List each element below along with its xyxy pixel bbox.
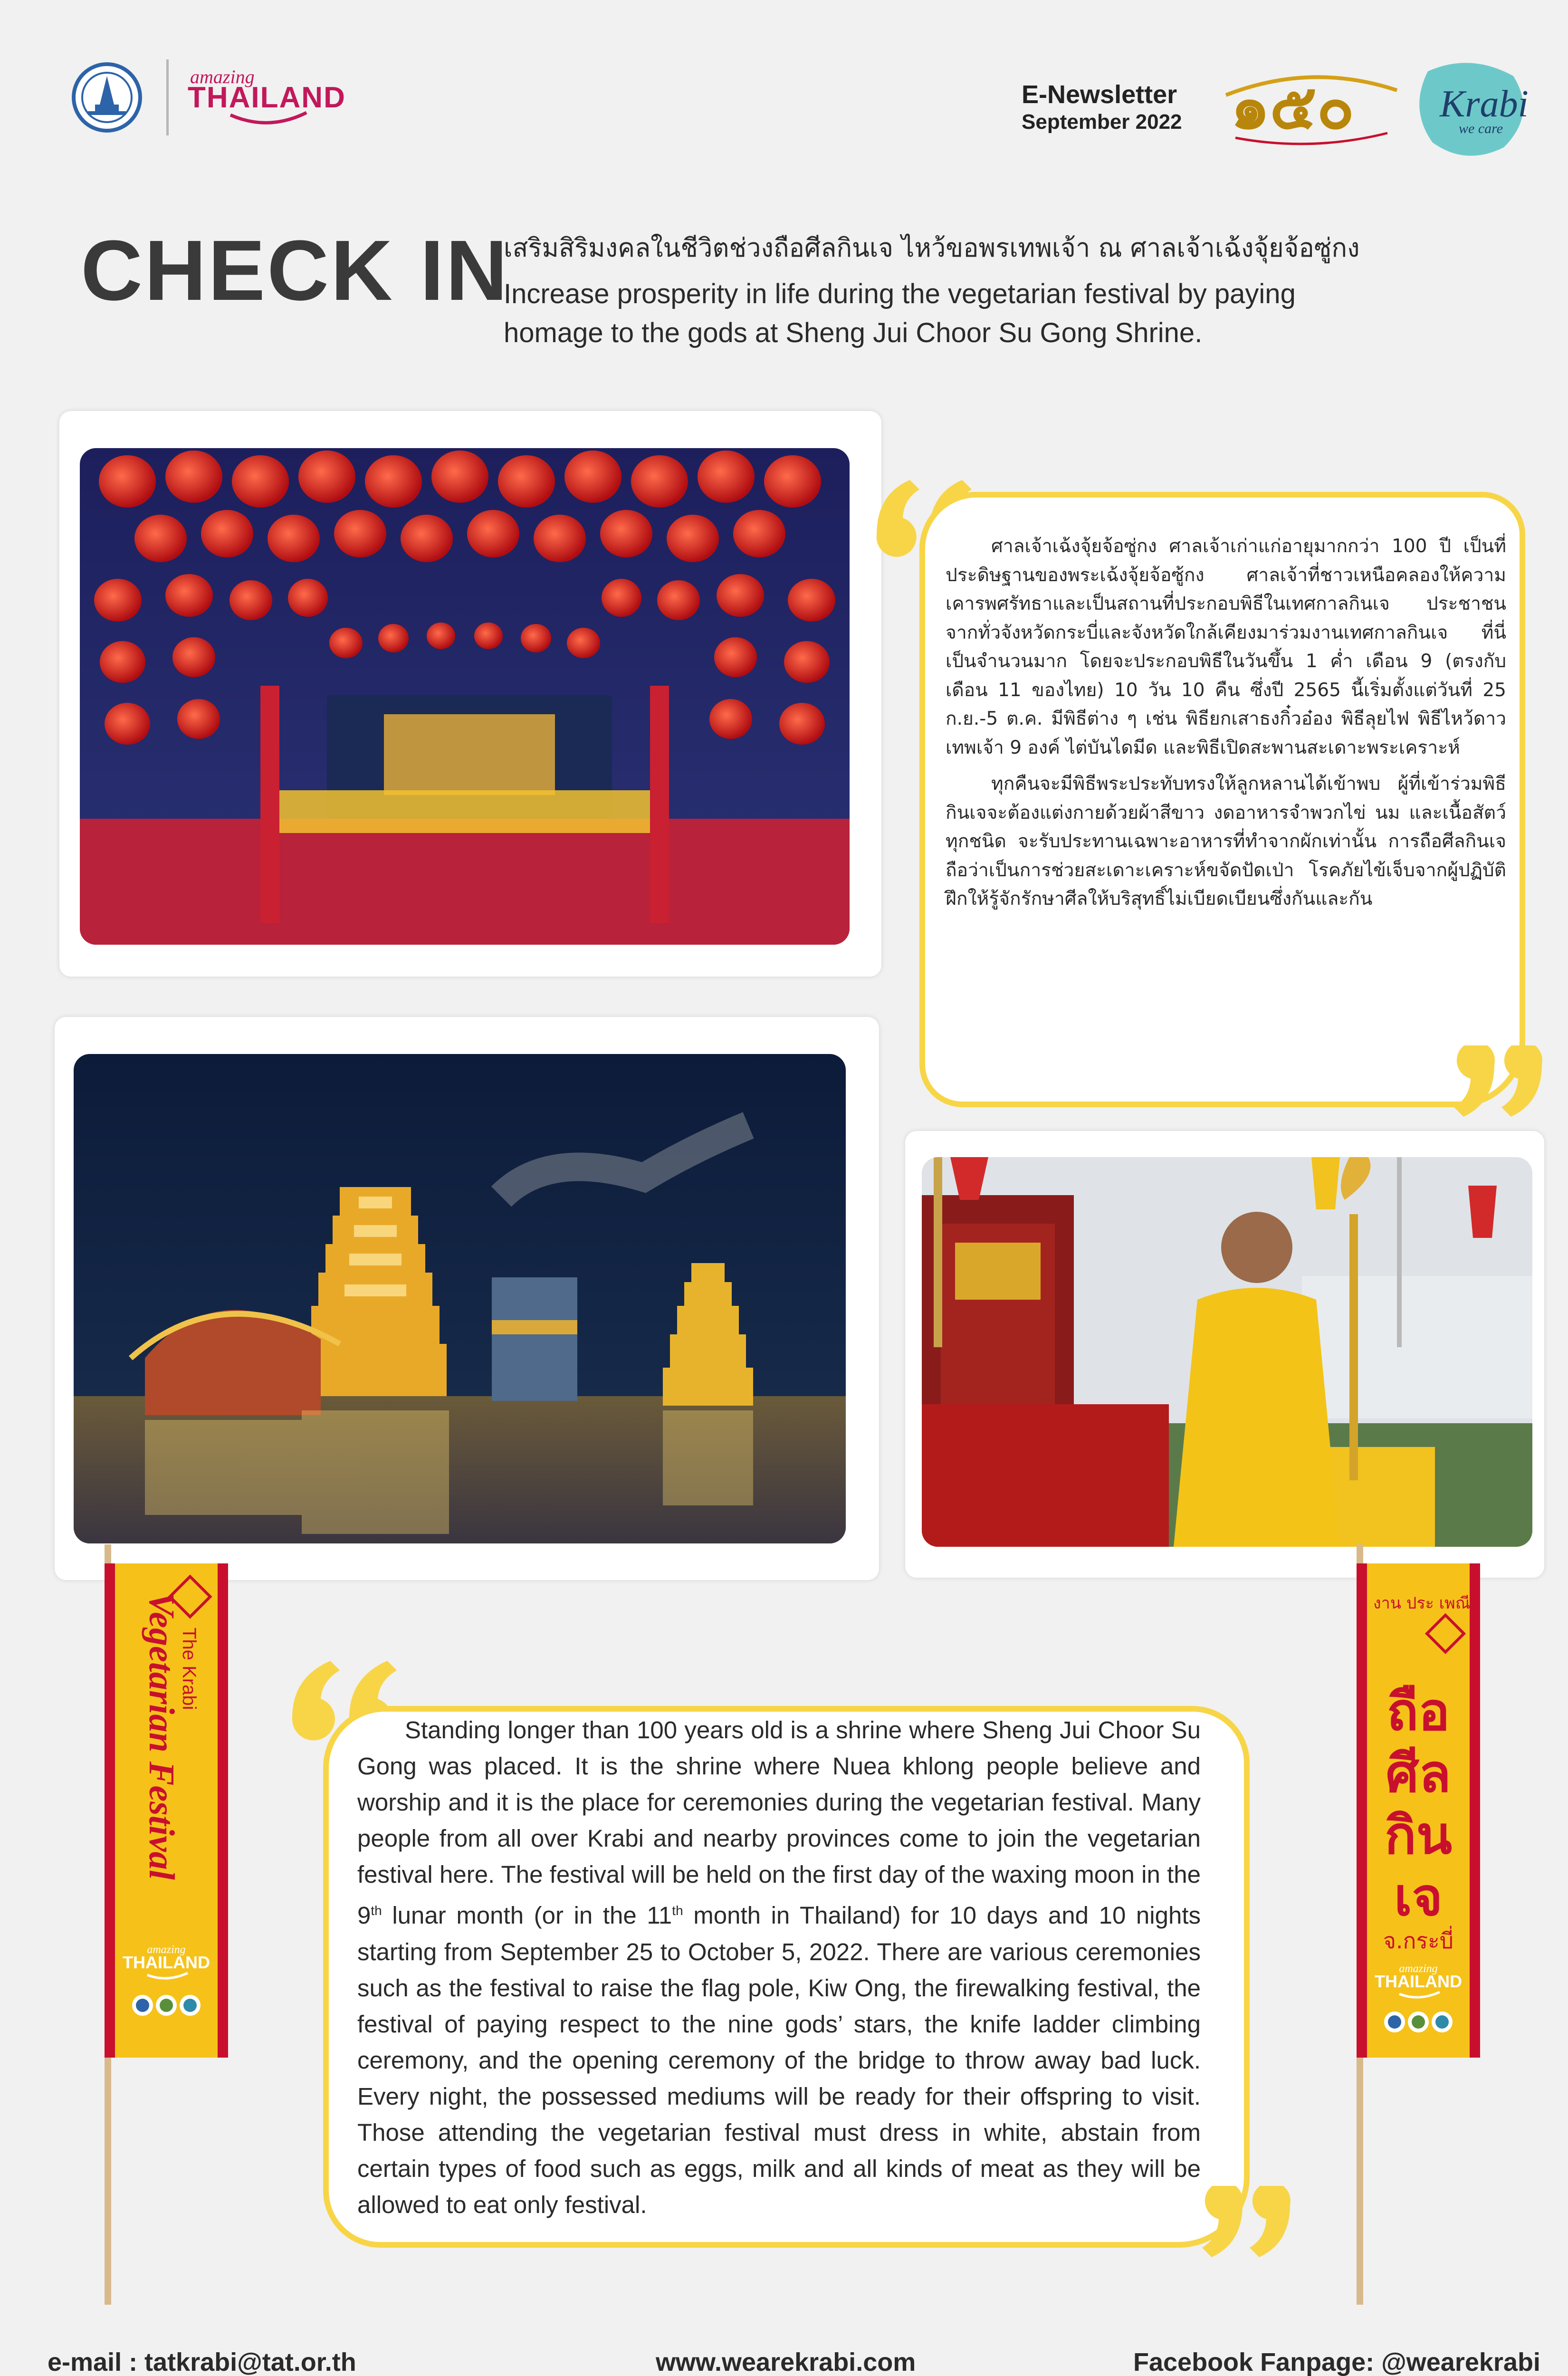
right-banner-province: จ.กระบี่: [1383, 1928, 1454, 1954]
amazing-thailand-logo-small: amazing: [190, 66, 255, 87]
right-banner-line2: ศีล: [1386, 1743, 1451, 1804]
superscript-th-1: th: [371, 1903, 382, 1918]
krabi-we-care-logo-icon: [1409, 57, 1532, 162]
english-text-part-1: Standing longer than 100 years old is a shrine where Sheng Jui Choor Su Gong was placed. It is the shrine where Nuea khlong people believe and worship and it is the place for ceremonies during the vegetarian festival. Many people from all over Krabi and nearby provinces come to join the vegetarian festival here. The festival will be held on the first day of the waxing moon in the 9: [357, 1716, 1201, 1929]
krabi-logo-text: Krabi: [1440, 83, 1529, 125]
english-text-part-2: lunar month (or in the 11: [382, 1902, 672, 1929]
pagoda-night-photo: [74, 1054, 846, 1543]
right-banner-amazing-small: amazing: [1399, 1963, 1438, 1975]
thai-paragraph-1: ศาลเจ้าเฉ้งจุ้ยจ้อซู่กง ศาลเจ้าเก่าแก่อายุมากกว่า 100 ปี เป็นที่ประดิษฐานของพระเฉ้งจุ้ยจ้อซู้กง ศาลเจ้าที่ชาวเหนือคลองให้ความเคารพศรัทธาและเป็นสถานที่ประกอบพิธีในเทศกาลกินเจ ประชาชนจากทั่วจังหวัดกระบี่และจังหวัดใกล้เคียงมาร่วมงานเทศกาลกินเจ ที่นี่เป็นจำนวนมาก โดยจะประกอบพิธีในวันขึ้น 1 ค่ำ เดือน 9 (ตรงกับเดือน 11 ของไทย) 10 วัน 10 คืน ซึ่งปี 2565 นี้เริ่มตั้งแต่วันที่ 25 ก.ย.-5 ต.ค. มีพิธีต่าง ๆ เช่น พิธียกเสาธงกิ๋วอ๋อง พิธีลุยไฟ พิธีไหว้ดาวเทพเจ้า 9 องค์ ไต่บันไดมีด และพิธีเปิดสะพานสะเดาะพระเคราะห์: [946, 536, 1506, 758]
right-banner-line1: ถือ: [1386, 1681, 1450, 1742]
amazing-thailand-logo: THAILAND: [188, 81, 346, 114]
tat-logo-icon: [71, 62, 143, 133]
close-quote-icon: [1449, 1045, 1544, 1129]
krabi-logo-subtext: we care: [1459, 121, 1503, 136]
left-banner-amazing-small: amazing: [147, 1944, 186, 1956]
footer-facebook[interactable]: Facebook Fanpage: @wearekrabi: [1133, 2348, 1540, 2376]
right-banner-label: งาน ประ เพณี: [1373, 1594, 1471, 1613]
subtitle-thai: เสริมสิริมงคลในชีวิตช่วงถือศีลกินเจ ไหว้ขอพรเทพเจ้า ณ ศาลเจ้าเฉ้งจุ้ยจ้อซู่กง: [504, 233, 1360, 263]
english-article-text: [357, 1712, 1201, 2223]
close-quote-icon: [1197, 2186, 1292, 2269]
anniversary-logo-icon: [1216, 57, 1406, 152]
footer-email[interactable]: e-mail : tatkrabi@tat.or.th: [48, 2348, 356, 2376]
left-festival-banner: [105, 1563, 228, 2058]
lantern-shrine-photo: [80, 448, 850, 945]
right-festival-banner: [1357, 1563, 1480, 2058]
superscript-th-2: th: [672, 1903, 683, 1918]
right-banner-line3: กิน: [1385, 1805, 1452, 1866]
footer-website[interactable]: www.wearekrabi.com: [656, 2348, 916, 2376]
newsletter-date: September 2022: [1022, 110, 1182, 134]
right-banner-amazing-big: THAILAND: [1375, 1972, 1462, 1991]
thai-article-text: [946, 532, 1506, 921]
subtitle-english: Increase prosperity in life during the vegetarian festival by paying homage to the gods at Sheng Jui Choor Su Gong Shrine.: [504, 278, 1296, 349]
english-paragraph: [357, 1712, 1201, 2223]
left-banner-the-krabi: The Krabi: [179, 1628, 200, 1710]
page-title: CHECK IN: [81, 223, 510, 318]
amazing-swoosh-icon: [228, 110, 309, 129]
left-banner-title: Vegetarian Festival: [142, 1592, 182, 1880]
header-divider: [166, 59, 169, 135]
ceremony-photo: [922, 1157, 1532, 1547]
thai-paragraph-2: ทุกคืนจะมีพิธีพระประทับทรงให้ลูกหลานได้เข้าพบ ผู้ที่เข้าร่วมพิธีกินเจจะต้องแต่งกายด้วยผ้าสีขาว งดอาหารจำพวกไข่ นม และเนื้อสัตว์ทุกชนิด จะรับประทานเฉพาะอาหารที่ทำจากผักเท่านั้น การถือศีลกินเจถือว่าเป็นการช่วยสะเดาะเคราะห์ขจัดปัดเป่า โรคภัยไข้เจ็บจากผู้ปฏิบัติ ฝึกให้รู้จักรักษาศีลให้บริสุทธิ์ไม่เบียดเบียนซึ่งกันและกัน: [946, 773, 1506, 910]
anniversary-logo-text: ๑๕๐: [1231, 70, 1355, 143]
right-banner-line4: เจ: [1394, 1867, 1443, 1927]
newsletter-title: E-Newsletter: [1022, 80, 1177, 109]
english-text-part-3: month in Thailand) for 10 days and 10 nights starting from September 25 to October 5, 2022. There are various ceremonies such as the festival to raise the flag pole, Kiw Ong, the firewalking festival, the festival of paying respect to the nine gods’ stars, the knife ladder climbing ceremony, and the opening ceremony of the bridge to throw away bad luck. Every night, the possessed mediums will be ready for their offspring to visit. Those attending the vegetarian festival must dress in white, abstain from certain types of food such as eggs, milk and all kinds of meat as they will be allowed to eat only festival.: [357, 1902, 1201, 2219]
left-banner-amazing-big: THAILAND: [123, 1953, 210, 1972]
